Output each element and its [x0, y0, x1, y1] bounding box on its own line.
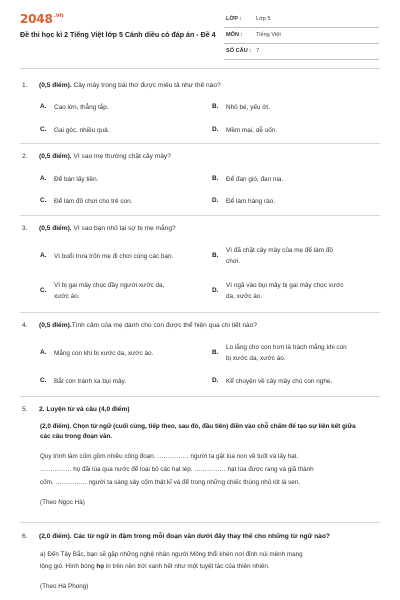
option-text: Nhỏ bé, yếu ớt.: [226, 104, 270, 111]
instruction-text: (2,0 điểm). Chọn từ ngữ (cuối cùng, tiếp theo, sau đó, đầu tiên) điền vào chỗ chấm để tạo sự liên kết giữa các câu trong đoạn văn.: [40, 423, 356, 440]
option-key: C.: [40, 287, 47, 294]
question-3-heading: [22, 225, 176, 232]
question-score: (0,5 điểm).: [39, 153, 72, 160]
option-text: Kể chuyện về cây mây cho con nghe.: [226, 378, 333, 385]
site-logo[interactable]: [20, 12, 63, 26]
question-number: 2.: [22, 153, 28, 160]
option-text: Gai góc, nhiều quả.: [54, 127, 110, 134]
option-text: Để bán lấy tiền.: [54, 176, 99, 183]
divider: [20, 312, 380, 313]
meta-row-class: [224, 12, 379, 28]
question-number: 1.: [22, 82, 28, 89]
option-key: A.: [40, 175, 47, 182]
question-title: (2,0 điểm). Các từ ngữ in đậm trong mỗi đoạn văn dưới đây thay thế cho những từ ngữ nào?: [39, 533, 330, 540]
divider: [20, 143, 380, 144]
option-text: Để làm hàng rào.: [226, 198, 276, 205]
question-number: 3.: [22, 225, 28, 232]
divider: [20, 522, 380, 523]
option-text: Vì buổi trưa trốn mẹ đi chơi cùng các bạn.: [54, 253, 174, 260]
option-key: C.: [40, 377, 47, 384]
option-key: D.: [212, 126, 219, 133]
divider: [20, 215, 380, 216]
question-4-heading: [22, 322, 257, 329]
question-2-heading: [22, 153, 171, 160]
option-key: A.: [40, 103, 47, 110]
passage-source: (Theo Ngọc Hà): [40, 499, 85, 506]
meta-row-subject: [224, 28, 379, 44]
option-text-line-1: Vì đã chặt cây mây của mẹ để làm đồ: [226, 247, 333, 254]
option-key: D.: [212, 377, 219, 384]
option-key: B.: [212, 349, 219, 356]
passage-text: lộng gió. Hình bóng: [40, 563, 97, 570]
option-key: A.: [40, 252, 47, 259]
section-title: 2. Luyện từ và câu (4,0 điểm): [39, 406, 130, 413]
meta-value: Lớp 5: [256, 16, 271, 22]
meta-table: [224, 12, 379, 60]
page-title: Đề thi học kì 2 Tiếng Việt lớp 5 Cánh diều có đáp án - Đề 4: [20, 31, 216, 39]
question-number: 5.: [22, 406, 28, 413]
question-number: 4.: [22, 322, 28, 329]
question-score: (0,5 điểm).: [39, 322, 72, 329]
question-6-heading: [22, 533, 330, 540]
option-text: Để đan gió, đan nia.: [226, 176, 284, 183]
option-text-line-2: da, xước áo.: [226, 293, 263, 300]
option-text-line-2: bị xước da, xước áo.: [226, 355, 286, 362]
option-text: Mắng con khi bị xước da, xước áo.: [54, 350, 154, 357]
bold-term: họ: [96, 563, 105, 570]
option-text-line-1: Lo lắng cho con hơn là trách mắng khi con: [226, 344, 347, 351]
option-text-line-2: chơi.: [226, 258, 241, 265]
option-key: B.: [212, 175, 219, 182]
divider: [20, 396, 380, 397]
passage-text: in trên nền trời xanh hết như một tuyệt tác của thiên nhiên.: [104, 563, 270, 570]
meta-value: Tiếng Việt: [256, 32, 281, 38]
meta-row-count: [224, 44, 379, 60]
option-text: Để làm đồ chơi cho trẻ con.: [54, 198, 133, 205]
question-number: 6.: [22, 533, 28, 540]
question-text: Cây mây trong bài thơ được miêu tả như thế nào?: [71, 82, 221, 89]
meta-label: LỚP :: [226, 16, 242, 22]
option-key: D.: [212, 287, 219, 294]
question-1-heading: [22, 82, 221, 89]
option-key: C.: [40, 126, 47, 133]
option-text: Cao lớn, thẳng tắp.: [54, 104, 109, 111]
logo-suffix: .vn: [53, 12, 64, 19]
logo-text: 2048: [20, 12, 53, 26]
option-key: B.: [212, 252, 219, 259]
option-text: Bắt con tránh xa bụi mây.: [54, 378, 126, 385]
passage-line: Quy trình làm cốm gồm nhiều công đoạn. …………… người ta gặt lúa non về tuốt và lấy hạt.: [40, 453, 299, 460]
question-text: Tình cảm của mẹ dành cho con được thể hiện qua chi tiết nào?: [71, 322, 258, 329]
option-key: A.: [40, 349, 47, 356]
option-text: Mềm mại, dễ uốn.: [226, 127, 278, 134]
option-key: C.: [40, 197, 47, 204]
passage-line: …………… họ đãi lúa qua nước để loại bỏ các hạt lép. …………… hạt lúa được rang và giã thành: [40, 466, 314, 473]
passage-line: [40, 562, 362, 572]
passage-line: cốm. …………… người ta sàng sảy cốm thật kĩ và để trong những chiếc thúng nhỏ lót lá sen.: [40, 479, 301, 486]
option-key: D.: [212, 197, 219, 204]
passage-line: a) Đến Tây Bắc, bạn sẽ gặp những nghệ nhân người Mông thổi khèn nơi đỉnh núi mênh mang: [40, 551, 303, 558]
meta-label: SỐ CÂU :: [226, 48, 252, 54]
question-5-heading: [22, 406, 130, 413]
divider: [20, 68, 380, 69]
question-score: (0,5 điểm).: [39, 82, 72, 89]
option-text-line-1: Vì ngã vào bụi mây bị gai mây chọc xước: [226, 282, 344, 289]
meta-label: MÔN :: [226, 32, 243, 38]
question-score: (0,5 điểm).: [39, 225, 72, 232]
option-key: B.: [212, 103, 219, 110]
meta-value: 7: [256, 48, 260, 54]
document-header: [0, 0, 400, 62]
question-text: Vì sao bạn nhỏ lại sợ bị mẹ mắng?: [71, 225, 176, 232]
question-5-instruction: [40, 422, 362, 442]
option-text-line-2: xước áo.: [54, 293, 80, 300]
question-text: Vì sao mẹ thường chặt cây mây?: [71, 153, 171, 160]
option-text-line-1: Vì bị gai mây chọc đầy người xước da,: [54, 282, 165, 289]
passage-source: (Theo Hà Phong): [40, 583, 89, 590]
